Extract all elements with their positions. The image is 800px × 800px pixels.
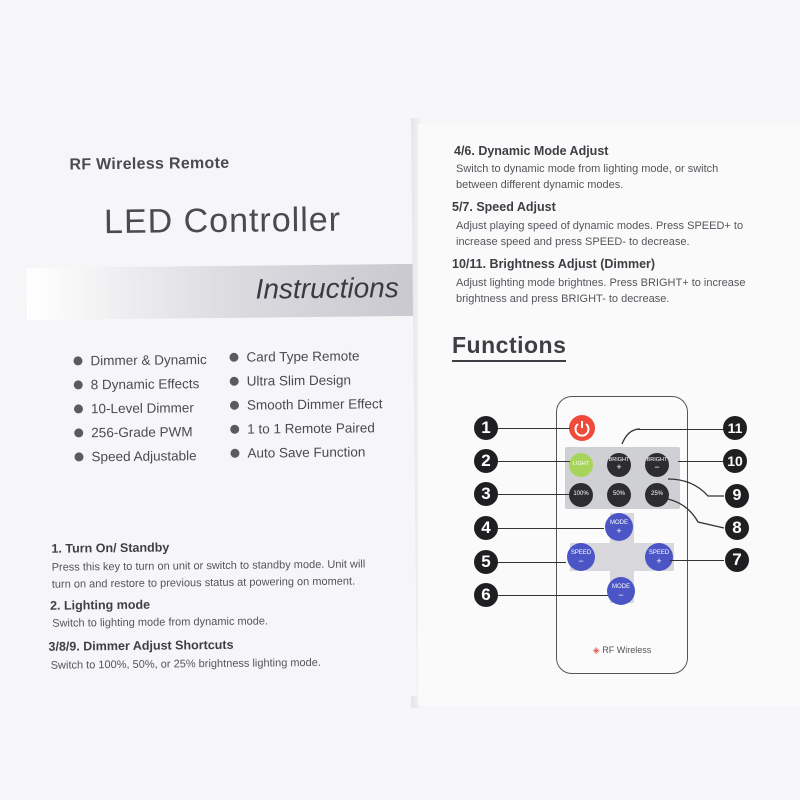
instructions-band [27,264,414,320]
section-text: Switch to dynamic mode from lighting mode, or switch [456,163,719,175]
callout-7: 7 [725,548,749,572]
leader-line [498,528,604,529]
feature-list [73,348,403,465]
feature-item: 8 Dynamic Effects [74,376,200,392]
section-text: turn on and restore to previous status at powering on moment. [51,575,356,591]
bullet-icon [74,380,83,389]
callout-10: 10 [723,449,747,473]
feature-item: 1 to 1 Remote Paired [230,420,375,437]
bullet-icon [74,428,83,437]
bullet-icon [230,377,239,386]
leader-line [498,461,570,462]
callout-11: 11 [723,416,747,440]
bullet-icon [230,401,239,410]
callout-1: 1 [474,416,498,440]
bullet-icon [230,425,239,434]
section-heading: 10/11. Brightness Adjust (Dimmer) [452,257,656,271]
power-icon [569,415,595,441]
callout-4: 4 [474,516,498,540]
callout-6: 6 [474,583,498,607]
feature-item: Auto Save Function [230,444,365,460]
section-heading: 1. Turn On/ Standby [51,540,170,556]
feature-item: 10-Level Dimmer [74,400,194,416]
bright-minus-button: BRIGHT − [645,453,669,477]
functions-title: Functions [452,332,566,362]
section-heading: 5/7. Speed Adjust [452,200,556,214]
callout-8: 8 [725,516,749,540]
feature-item: Dimmer & Dynamic [73,352,206,368]
leader-line [498,595,608,596]
50-percent-button: 50% [607,483,631,507]
bright-plus-button: BRIGHT + [607,453,631,477]
leader-line [498,562,566,563]
section-text: between different dynamic modes. [456,179,624,191]
section-text: Switch to lighting mode from dynamic mode. [52,615,269,630]
callout-9: 9 [725,484,749,508]
bullet-icon [74,452,83,461]
right-page [418,124,800,706]
100-percent-button: 100% [569,483,593,507]
callout-2: 2 [474,449,498,473]
bullet-icon [74,404,83,413]
leader-line [670,560,724,561]
wireless-icon: ◈ [592,645,600,655]
light-button: LIGHT [569,453,593,477]
bullet-icon [73,356,82,365]
mode-plus-button: MODE + [605,513,633,541]
feature-item: Smooth Dimmer Effect [230,396,383,413]
speed-plus-button: SPEED + [645,543,673,571]
page-title: LED Controller [103,200,342,242]
section-text: brightness and press BRIGHT- to decrease. [456,293,670,305]
bullet-icon [229,353,238,362]
feature-item: Ultra Slim Design [230,373,351,389]
bullet-icon [230,449,239,458]
band-text: Instructions [255,272,399,305]
feature-item: 256-Grade PWM [74,424,192,440]
remote-control [556,396,688,674]
left-page [11,116,417,700]
subtitle: RF Wireless Remote [69,154,230,174]
leader-line [498,494,570,495]
section-text: Adjust playing speed of dynamic modes. Press SPEED+ to [456,220,744,232]
callout-3: 3 [474,482,498,506]
leader-line [638,429,724,430]
section-heading: 3/8/9. Dimmer Adjust Shortcuts [48,637,234,654]
section-text: Adjust lighting mode brightnes. Press BRIGHT+ to increase [456,277,746,289]
leader-line [498,428,570,429]
section-text: Press this key to turn on unit or switch to standby mode. Unit will [51,558,366,574]
section-heading: 4/6. Dynamic Mode Adjust [454,144,609,158]
speed-minus-button: SPEED − [567,543,595,571]
feature-item: Card Type Remote [229,348,359,364]
25-percent-button: 25% [645,483,669,507]
section-text: increase speed and press SPEED- to decrease. [456,236,690,248]
remote-brand: ◈ RF Wireless [592,645,652,655]
mode-minus-button: MODE − [607,577,635,605]
leader-line [678,461,724,462]
section-text: Switch to 100%, 50%, or 25% brightness lighting mode. [50,656,322,672]
callout-5: 5 [474,550,498,574]
feature-item: Speed Adjustable [74,448,196,464]
section-heading: 2. Lighting mode [49,597,151,613]
